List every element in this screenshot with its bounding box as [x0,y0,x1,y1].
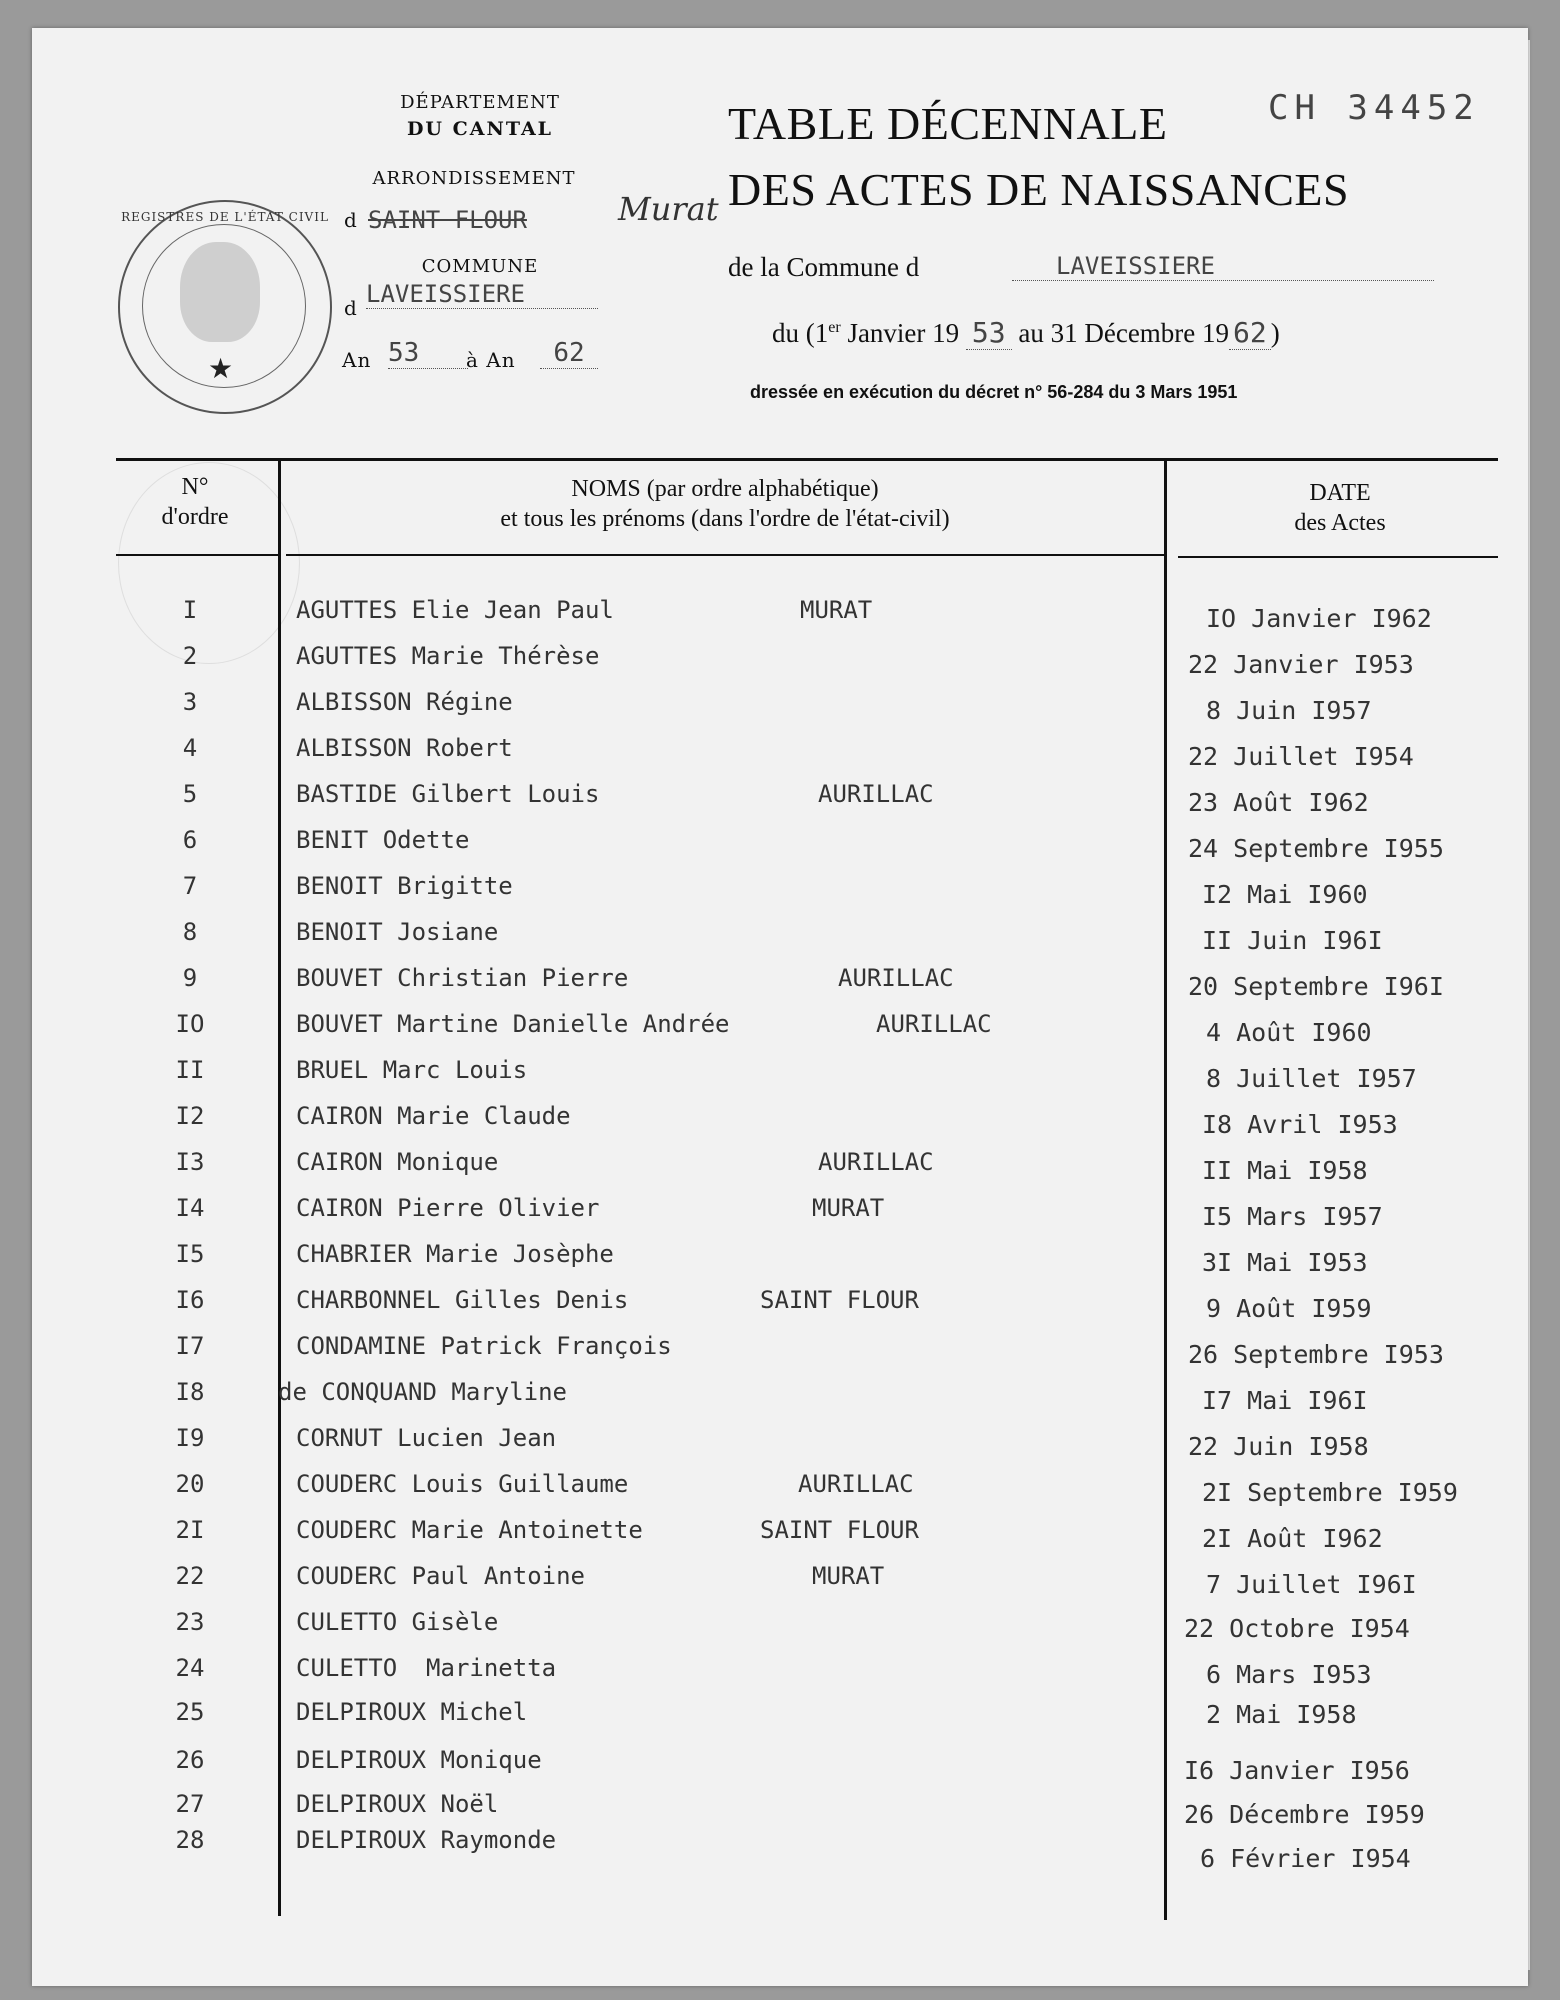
row-date: 24 Septembre I955 [1188,834,1444,863]
row-number: 2 [182,642,198,670]
row-date: 8 Juin I957 [1206,696,1372,725]
commune-label: COMMUNE [421,256,539,277]
col-names-header [300,474,1150,534]
row-number: 9 [182,964,198,992]
col-num-header [130,472,260,532]
row-name: BASTIDE Gilbert Louis [296,780,600,808]
arrondissement-handwritten: Murat [618,190,719,228]
departement-value: DU CANTAL [406,118,554,140]
row-name: CULETTO Marinetta [296,1654,557,1682]
header-rule-num [116,554,278,556]
row-number: 6 [182,826,198,854]
row-date: I6 Janvier I956 [1184,1756,1410,1785]
row-name: DELPIROUX Michel [296,1698,528,1726]
row-date: 26 Septembre I953 [1188,1340,1444,1369]
period-sup: er [828,319,841,336]
row-number: I8 [175,1378,205,1406]
row-number: 24 [175,1654,205,1682]
row-name: COUDERC Marie Antoinette [296,1516,643,1544]
column-divider-left [278,458,281,1916]
column-divider-right [1164,458,1167,1920]
col-names-line-1: NOMS (par ordre alphabétique) [571,476,879,502]
row-date: 2 Mai I958 [1206,1700,1357,1729]
col-names-line-2: et tous les prénoms (dans l'ordre de l'état-civil) [500,506,950,532]
period-prefix: du (1 [772,318,829,348]
row-number: I7 [175,1332,205,1360]
commune-value: LAVEISSIERE [366,280,598,309]
row-number: 7 [182,872,198,900]
row-number: 28 [175,1826,205,1854]
row-date: 2I Août I962 [1202,1524,1383,1553]
seal-text: REGISTRES DE L'ÉTAT CIVIL [121,210,329,224]
row-place: MURAT [812,1194,885,1222]
row-name: CONDAMINE Patrick François [296,1332,672,1360]
row-number: IO [175,1010,205,1038]
arrondissement-label: ARRONDISSEMENT [372,168,576,189]
col-date-line-2: des Actes [1294,510,1386,536]
row-name: AGUTTES Marie Thérèse [296,642,600,670]
row-number: I [182,596,198,624]
row-name: CAIRON Marie Claude [296,1102,571,1130]
row-number: 26 [175,1746,205,1774]
decret-line: dressée en exécution du décret n° 56-284 du 3 Mars 1951 [750,382,1238,402]
row-name: BENIT Odette [296,826,470,854]
row-number: I5 [175,1240,205,1268]
row-date: 22 Octobre I954 [1184,1614,1410,1643]
row-number: 4 [182,734,198,762]
row-date: 4 Août I960 [1206,1018,1372,1047]
row-date: I7 Mai I96I [1202,1386,1368,1415]
row-date: 9 Août I959 [1206,1294,1372,1323]
row-date: 6 Février I954 [1200,1844,1411,1873]
row-name: AGUTTES Elie Jean Paul [296,596,614,624]
row-place: AURILLAC [838,964,954,992]
col-num-line-2: d'ordre [161,504,229,530]
commune-prefix: d [344,296,358,320]
title-line-2: DES ACTES DE NAISSANCES [728,164,1350,215]
row-date: IO Janvier I962 [1206,604,1432,633]
row-number: 25 [175,1698,205,1726]
row-name: DELPIROUX Monique [296,1746,542,1774]
row-name: BOUVET Christian Pierre [296,964,629,992]
row-place: SAINT FLOUR [760,1516,919,1544]
header-rule-date [1178,556,1498,558]
row-number: 3 [182,688,198,716]
row-number: 22 [175,1562,205,1590]
row-name: CHARBONNEL Gilles Denis [296,1286,629,1314]
row-place: MURAT [812,1562,885,1590]
row-name: BENOIT Brigitte [296,872,513,900]
row-date: 2I Septembre I959 [1202,1478,1458,1507]
period-line [772,316,1280,349]
row-name: DELPIROUX Noël [296,1790,499,1818]
period-suffix: ) [1270,318,1280,348]
commune-line-label: de la Commune d [728,252,920,282]
row-date: 3I Mai I953 [1202,1248,1368,1277]
a-an-label: à An [466,348,516,372]
row-date: 6 Mars I953 [1206,1660,1372,1689]
row-name: CAIRON Monique [296,1148,499,1176]
row-number: 8 [182,918,198,946]
an-label: An [342,348,372,372]
row-date: 7 Juillet I96I [1206,1570,1417,1599]
row-date: I8 Avril I953 [1202,1110,1398,1139]
title-line-1: TABLE DÉCENNALE [728,98,1168,149]
row-number: I6 [175,1286,205,1314]
row-place: AURILLAC [876,1010,992,1038]
row-name: BRUEL Marc Louis [296,1056,528,1084]
row-date: 20 Septembre I96I [1188,972,1444,1001]
row-name: CORNUT Lucien Jean [296,1424,557,1452]
row-name: COUDERC Louis Guillaume [296,1470,629,1498]
header-rule-names [286,554,1164,556]
row-date: I2 Mai I960 [1202,880,1368,909]
row-number: 20 [175,1470,205,1498]
col-date-header [1200,478,1480,538]
row-date: 23 Août I962 [1188,788,1369,817]
an-to: 62 [540,338,598,369]
row-date: 22 Juin I958 [1188,1432,1369,1461]
period-mid-2: au 31 Décembre 19 [1018,318,1230,348]
row-name: ALBISSON Robert [296,734,513,762]
row-number: II [175,1056,205,1084]
row-name: ALBISSON Régine [296,688,513,716]
row-name: CULETTO Gisèle [296,1608,499,1636]
row-place: SAINT FLOUR [760,1286,919,1314]
row-date: II Mai I958 [1202,1156,1368,1185]
row-date: I5 Mars I957 [1202,1202,1383,1231]
marianne-head-icon [180,242,260,342]
an-from: 53 [388,338,468,369]
star-icon: ★ [208,352,234,385]
row-name: CHABRIER Marie Josèphe [296,1240,614,1268]
row-number: 2I [175,1516,205,1544]
row-date: 8 Juillet I957 [1206,1064,1417,1093]
col-date-line-1: DATE [1309,480,1371,506]
row-place: AURILLAC [818,780,934,808]
row-name: COUDERC Paul Antoine [296,1562,585,1590]
row-number: I2 [175,1102,205,1130]
col-num-line-1: N° [181,474,209,500]
row-place: AURILLAC [818,1148,934,1176]
row-number: 5 [182,780,198,808]
arrondissement-value: SAINT FLOUR [368,206,527,234]
row-name: BENOIT Josiane [296,918,499,946]
etat-civil-seal [118,200,332,414]
row-date: 22 Janvier I953 [1188,650,1414,679]
row-number: I4 [175,1194,205,1222]
row-number: 27 [175,1790,205,1818]
departement-label: DÉPARTEMENT [400,92,560,113]
row-name: DELPIROUX Raymonde [296,1826,557,1854]
table-top-rule [116,458,1498,461]
row-place: MURAT [800,596,873,624]
row-place: AURILLAC [798,1470,914,1498]
row-name: de CONQUAND Maryline [278,1378,567,1406]
period-mid-1: Janvier 19 [840,318,960,348]
period-year-to: 62 [1229,316,1271,350]
arrondissement-prefix: d [344,208,358,232]
row-date: 26 Décembre I959 [1184,1800,1425,1829]
row-number: I3 [175,1148,205,1176]
row-date: 22 Juillet I954 [1188,742,1414,771]
row-number: I9 [175,1424,205,1452]
row-name: BOUVET Martine Danielle Andrée [296,1010,730,1038]
period-year-from: 53 [966,316,1012,350]
document-code: CH 34452 [1268,88,1480,128]
commune-line-value: LAVEISSIERE [1012,252,1434,281]
row-date: II Juin I96I [1202,926,1383,955]
row-name: CAIRON Pierre Olivier [296,1194,600,1222]
row-number: 23 [175,1608,205,1636]
